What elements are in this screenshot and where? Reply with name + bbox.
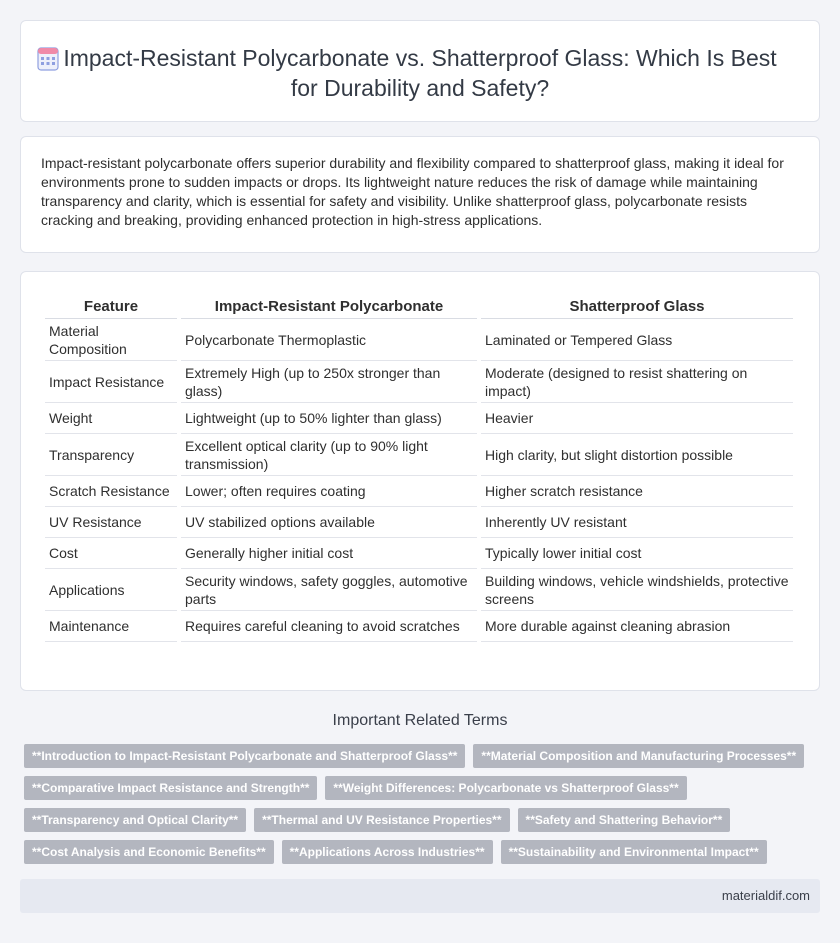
- header-polycarbonate: Impact-Resistant Polycarbonate: [181, 295, 477, 319]
- row-feature: Material Composition: [45, 319, 177, 361]
- footer-site-link[interactable]: materialdif.com: [721, 888, 810, 903]
- row-feature: Scratch Resistance: [45, 476, 177, 507]
- row-polycarbonate: Requires careful cleaning to avoid scratches: [181, 611, 477, 642]
- related-term-tag[interactable]: **Material Composition and Manufacturing Processes**: [473, 744, 804, 768]
- related-term-tag[interactable]: **Sustainability and Environmental Impact**: [501, 840, 767, 864]
- table-row: [45, 476, 793, 507]
- comparison-card: [20, 271, 820, 691]
- related-term-tag[interactable]: **Cost Analysis and Economic Benefits**: [24, 840, 274, 864]
- comparison-table: [41, 295, 797, 642]
- table-row: [45, 361, 793, 403]
- row-polycarbonate: Polycarbonate Thermoplastic: [181, 319, 477, 361]
- footer: [20, 879, 820, 913]
- related-term-tag[interactable]: **Comparative Impact Resistance and Strength**: [24, 776, 317, 800]
- table-row: [45, 569, 793, 611]
- header-glass: Shatterproof Glass: [481, 295, 793, 319]
- row-feature: Maintenance: [45, 611, 177, 642]
- row-glass: High clarity, but slight distortion possible: [481, 434, 793, 476]
- related-term-tag[interactable]: **Introduction to Impact-Resistant Polycarbonate and Shatterproof Glass**: [24, 744, 465, 768]
- row-feature: UV Resistance: [45, 507, 177, 538]
- row-polycarbonate: UV stabilized options available: [181, 507, 477, 538]
- row-polycarbonate: Generally higher initial cost: [181, 538, 477, 569]
- table-row: [45, 434, 793, 476]
- row-feature: Cost: [45, 538, 177, 569]
- row-polycarbonate: Security windows, safety goggles, automotive parts: [181, 569, 477, 611]
- page-title: Impact-Resistant Polycarbonate vs. Shatterproof Glass: Which Is Best for Durability and Safety?: [63, 45, 777, 101]
- row-polycarbonate: Excellent optical clarity (up to 90% light transmission): [181, 434, 477, 476]
- table-header-row: [45, 295, 793, 319]
- row-glass: Building windows, vehicle windshields, protective screens: [481, 569, 793, 611]
- row-glass: More durable against cleaning abrasion: [481, 611, 793, 642]
- row-polycarbonate: Lightweight (up to 50% lighter than glass): [181, 403, 477, 434]
- summary-card: [20, 136, 820, 253]
- row-polycarbonate: Extremely High (up to 250x stronger than glass): [181, 361, 477, 403]
- row-glass: Heavier: [481, 403, 793, 434]
- table-row: [45, 611, 793, 642]
- table-row: [45, 538, 793, 569]
- row-polycarbonate: Lower; often requires coating: [181, 476, 477, 507]
- calculator-icon: [37, 47, 59, 71]
- row-glass: Inherently UV resistant: [481, 507, 793, 538]
- related-term-tag[interactable]: **Safety and Shattering Behavior**: [518, 808, 731, 832]
- related-terms-list: [24, 744, 814, 864]
- row-glass: Higher scratch resistance: [481, 476, 793, 507]
- title-card: [20, 20, 820, 122]
- related-term-tag[interactable]: **Weight Differences: Polycarbonate vs Shatterproof Glass**: [325, 776, 686, 800]
- row-glass: Typically lower initial cost: [481, 538, 793, 569]
- table-row: [45, 403, 793, 434]
- related-term-tag[interactable]: **Thermal and UV Resistance Properties**: [254, 808, 509, 832]
- row-feature: Weight: [45, 403, 177, 434]
- related-term-tag[interactable]: **Transparency and Optical Clarity**: [24, 808, 246, 832]
- row-feature: Transparency: [45, 434, 177, 476]
- related-terms-heading: Important Related Terms: [332, 712, 508, 729]
- table-row: [45, 319, 793, 361]
- row-feature: Applications: [45, 569, 177, 611]
- related-term-tag[interactable]: **Applications Across Industries**: [282, 840, 493, 864]
- header-feature: Feature: [45, 295, 177, 319]
- row-glass: Laminated or Tempered Glass: [481, 319, 793, 361]
- row-glass: Moderate (designed to resist shattering on impact): [481, 361, 793, 403]
- table-row: [45, 507, 793, 538]
- row-feature: Impact Resistance: [45, 361, 177, 403]
- summary-text: Impact-resistant polycarbonate offers superior durability and flexibility compared to shatterproof glass, making it ideal for environments prone to sudden impacts or drops. Its lightweight nature reduces the risk of damage while maintaining transparency and clarity, which is essential for safety and visibility. Unlike shatterproof glass, polycarbonate resists cracking and breaking, providing enhanced protection in high-stress applications.: [41, 155, 784, 228]
